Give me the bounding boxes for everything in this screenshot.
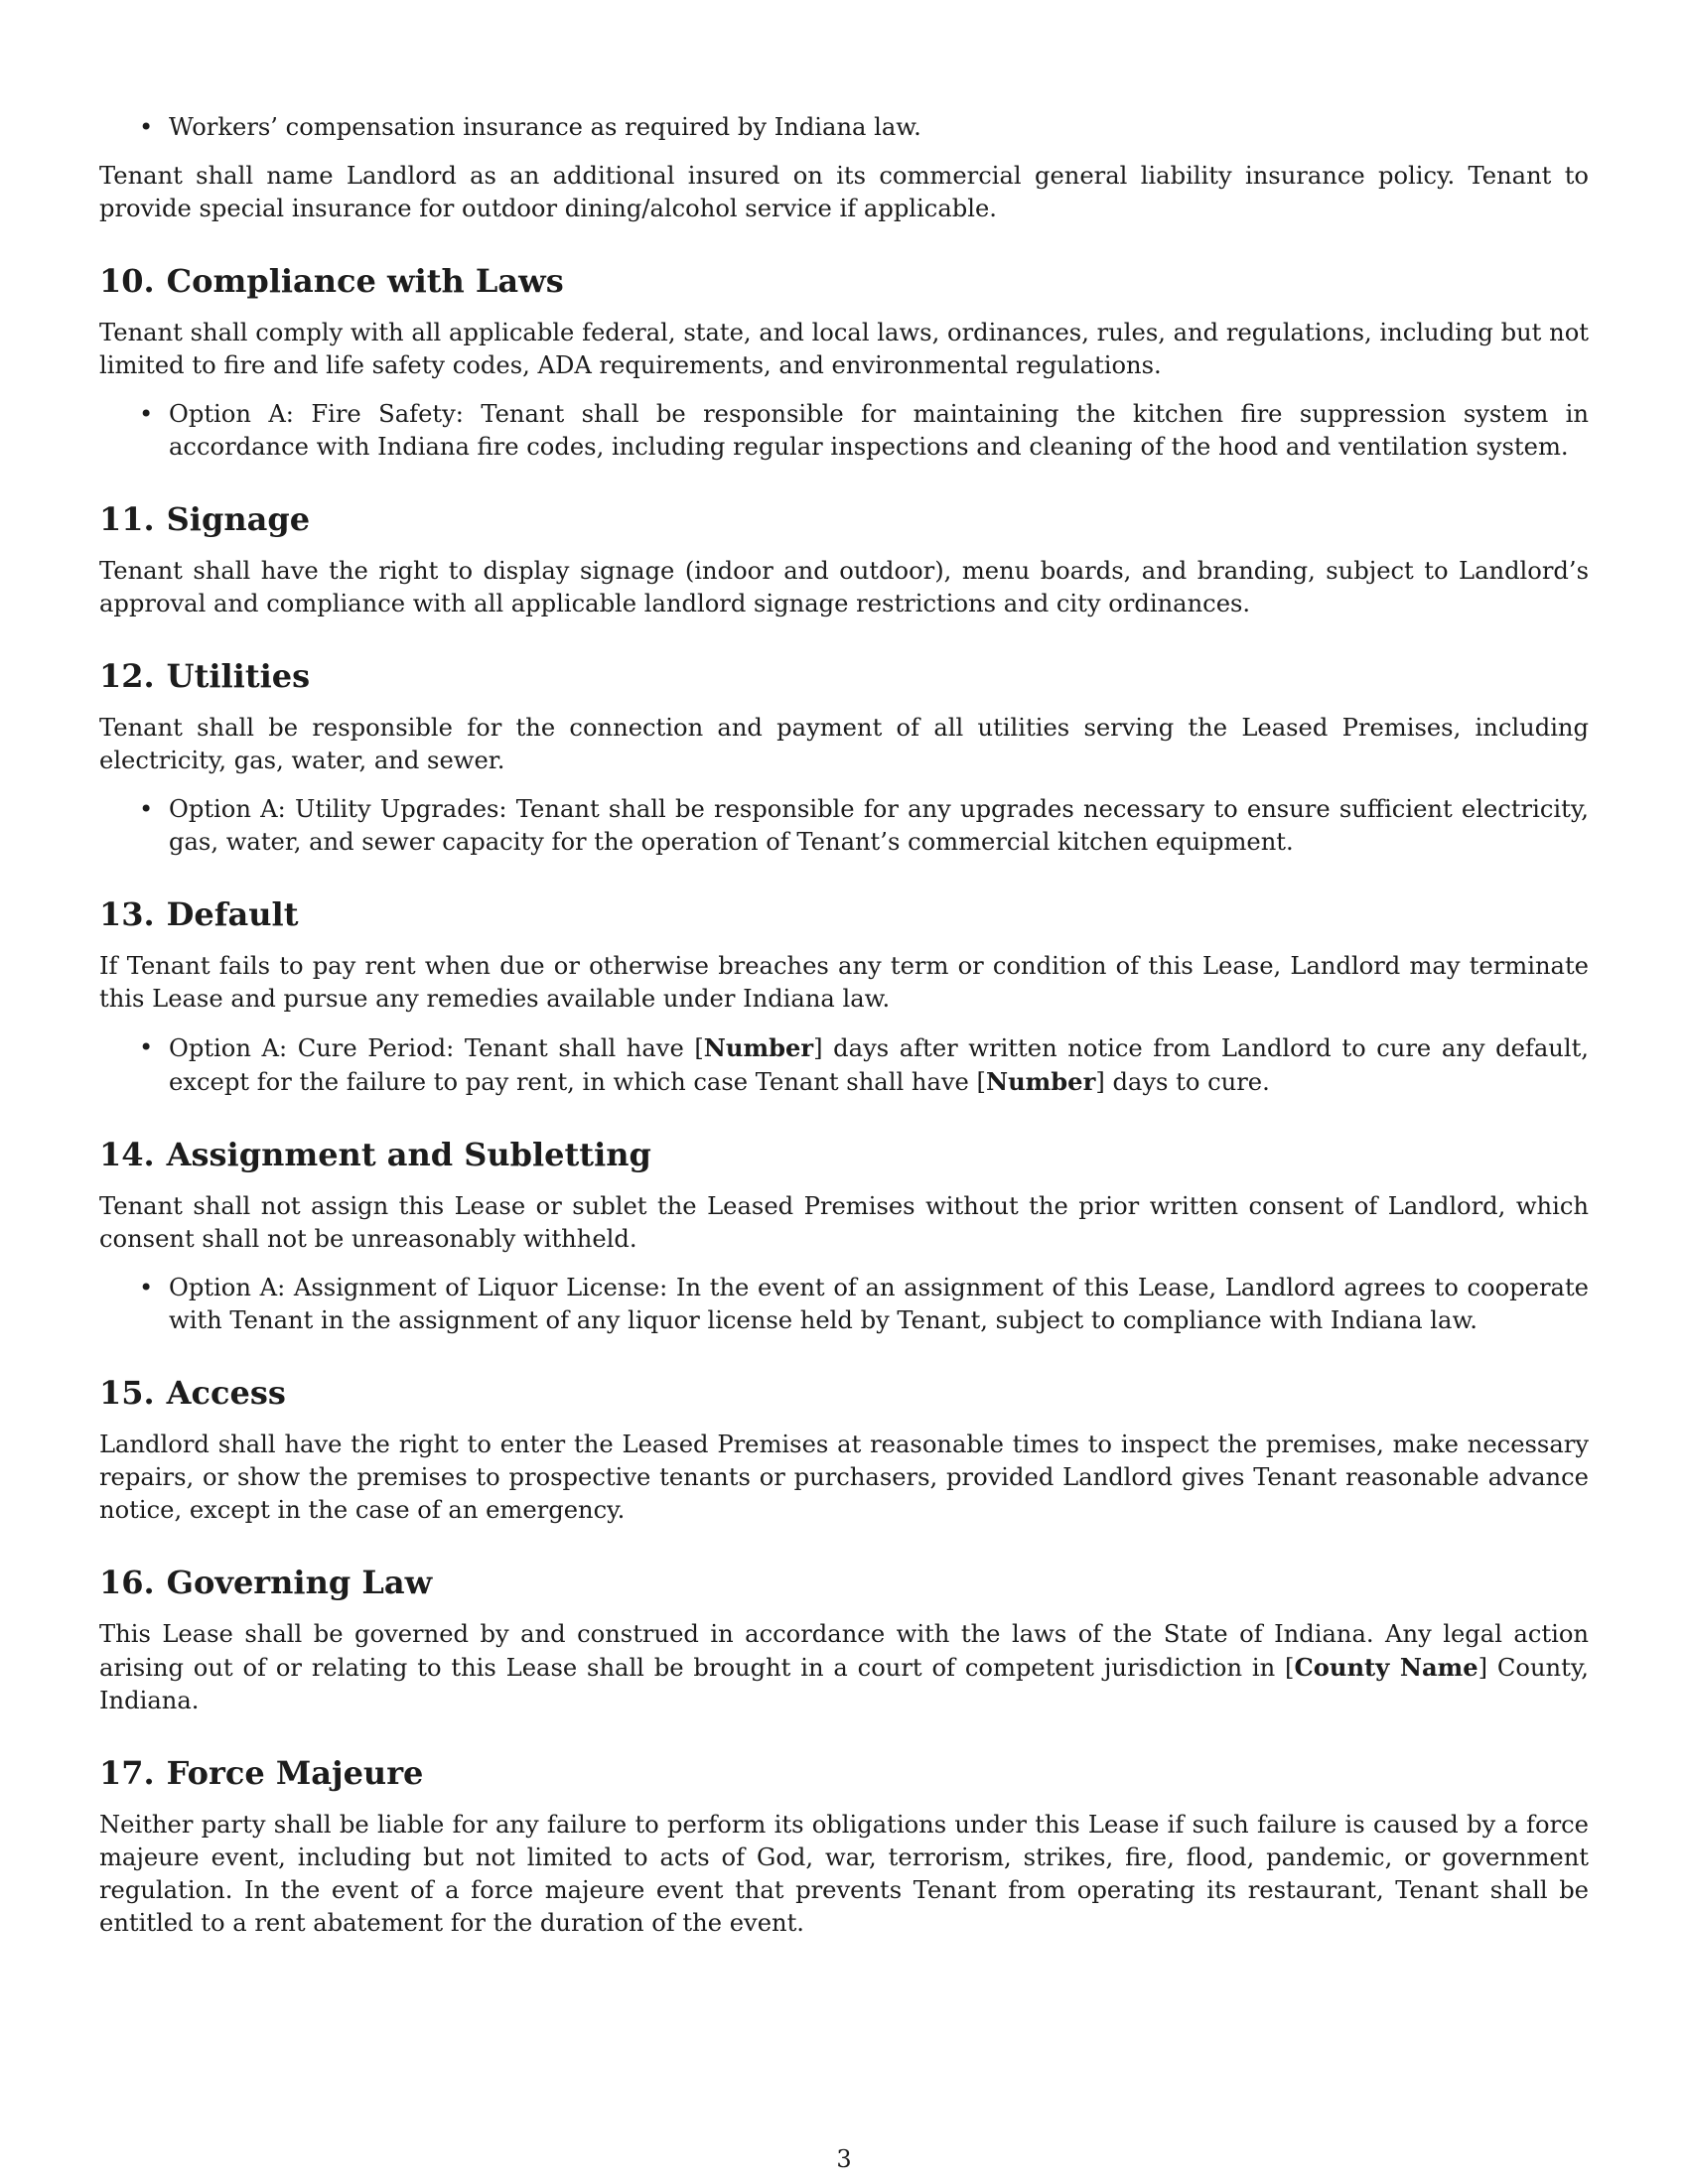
- option-utility-upgrades: • Option A: Utility Upgrades: Tenant shall be responsible for any upgrades necessary to ensure sufficient electricity, gas, water, and sewer capacity for the operation of Tenant’s commercial kitchen equipment.: [99, 793, 1589, 859]
- section-heading: [99, 1373, 1589, 1413]
- section-number: 13.: [99, 895, 155, 933]
- list-item-workers-comp: • Workers’ compensation insurance as required by Indiana law.: [99, 111, 1589, 144]
- body-text: ] County, Indiana.: [99, 1654, 1589, 1714]
- section-utilities: [99, 656, 1589, 859]
- section-default: [99, 894, 1589, 1099]
- section-title: Compliance with Laws: [166, 262, 564, 300]
- section-force-majeure: [99, 1753, 1589, 1940]
- section-heading: [99, 1753, 1589, 1793]
- section-title: Governing Law: [166, 1564, 433, 1601]
- section-heading: [99, 499, 1589, 539]
- placeholder-number: Number: [985, 1067, 1096, 1096]
- body-text: This Lease shall be governed by and construed in accordance with the laws of the State of Indiana. Any legal action arising out of or relating to this Lease shall be brought in a court of competent jurisdiction in [: [99, 1620, 1589, 1682]
- section-title: Assignment and Subletting: [166, 1136, 651, 1173]
- section-title: Force Majeure: [166, 1754, 424, 1792]
- insurance-list: [99, 111, 1589, 144]
- section-body: Tenant shall not assign this Lease or sublet the Leased Premises without the prior written consent of Landlord, which consent shall not be unreasonably withheld.: [99, 1192, 1589, 1253]
- section-body: Tenant shall be responsible for the connection and payment of all utilities serving the Leased Premises, including electricity, gas, water, and sewer.: [99, 714, 1589, 774]
- section-number: 14.: [99, 1136, 155, 1173]
- option-list: [99, 398, 1589, 464]
- placeholder-number: Number: [703, 1033, 814, 1062]
- section-assignment-and-subletting: [99, 1135, 1589, 1337]
- document-page: [99, 95, 1589, 1940]
- section-number: 10.: [99, 262, 155, 300]
- section-heading: [99, 1563, 1589, 1602]
- insurance-paragraph: Tenant shall name Landlord as an additional insured on its commercial general liability insurance policy. Tenant to provide special insurance for outdoor dining/alcohol service if applicable.: [99, 162, 1589, 222]
- section-governing-law: [99, 1563, 1589, 1717]
- section-body: Neither party shall be liable for any failure to perform its obligations under this Lease if such failure is caused by a force majeure event, including but not limited to acts of God, war, terrorism, strikes, fire, flood, pandemic, or government regulation. In the event of a force majeure event that prevents Tenant from operating its restaurant, Tenant shall be entitled to a rent abatement for the duration of the event.: [99, 1811, 1589, 1937]
- section-title: Signage: [166, 500, 311, 538]
- section-heading: [99, 894, 1589, 934]
- section-body: If Tenant fails to pay rent when due or otherwise breaches any term or condition of this Lease, Landlord may terminate this Lease and pursue any remedies available under Indiana law.: [99, 952, 1589, 1013]
- section-number: 12.: [99, 657, 155, 695]
- section-heading: [99, 656, 1589, 696]
- section-body: Tenant shall comply with all applicable federal, state, and local laws, ordinances, rules, and regulations, including but not limited to fire and life safety codes, ADA requirements, and environmental regulations.: [99, 319, 1589, 379]
- option-list: [99, 793, 1589, 859]
- option-fire-safety: • Option A: Fire Safety: Tenant shall be responsible for maintaining the kitchen fire suppression system in accordance with Indiana fire codes, including regular inspections and cleaning of the hood and ventilation system.: [99, 398, 1589, 464]
- option-text: ] days to cure.: [1095, 1068, 1270, 1096]
- section-title: Default: [166, 895, 299, 933]
- section-body: Tenant shall have the right to display signage (indoor and outdoor), menu boards, and branding, subject to Landlord’s approval and compliance with all applicable landlord signage restrictions and city ordinances.: [99, 557, 1589, 617]
- section-number: 16.: [99, 1564, 155, 1601]
- option-text: ] days after written notice from Landlord to cure any default, except for the failure to pay rent, in which case Tenant shall have [: [169, 1034, 1589, 1096]
- section-compliance-with-laws: [99, 261, 1589, 464]
- section-heading: [99, 261, 1589, 301]
- option-list: [99, 1031, 1589, 1099]
- section-access: [99, 1373, 1589, 1527]
- option-list: [99, 1272, 1589, 1337]
- section-number: 11.: [99, 500, 155, 538]
- placeholder-county-name: County Name: [1294, 1653, 1478, 1682]
- section-heading: [99, 1135, 1589, 1174]
- section-number: 17.: [99, 1754, 155, 1792]
- option-cure-period: [99, 1031, 1589, 1099]
- section-title: Access: [166, 1374, 286, 1412]
- page-number: 3: [836, 2145, 852, 2173]
- option-liquor-license: • Option A: Assignment of Liquor License: In the event of an assignment of this Lease, Landlord agrees to cooperate with Tenant in the assignment of any liquor license held by Tenant, subject to compliance with Indiana law.: [99, 1272, 1589, 1337]
- section-title: Utilities: [166, 657, 311, 695]
- section-number: 15.: [99, 1374, 155, 1412]
- section-body: [99, 1618, 1589, 1717]
- option-text: Option A: Cure Period: Tenant shall have [: [169, 1034, 704, 1062]
- section-signage: [99, 499, 1589, 620]
- section-body: Landlord shall have the right to enter the Leased Premises at reasonable times to inspect the premises, make necessary repairs, or show the premises to prospective tenants or purchasers, provided Landlord gives Tenant reasonable advance notice, except in the case of an emergency.: [99, 1431, 1589, 1524]
